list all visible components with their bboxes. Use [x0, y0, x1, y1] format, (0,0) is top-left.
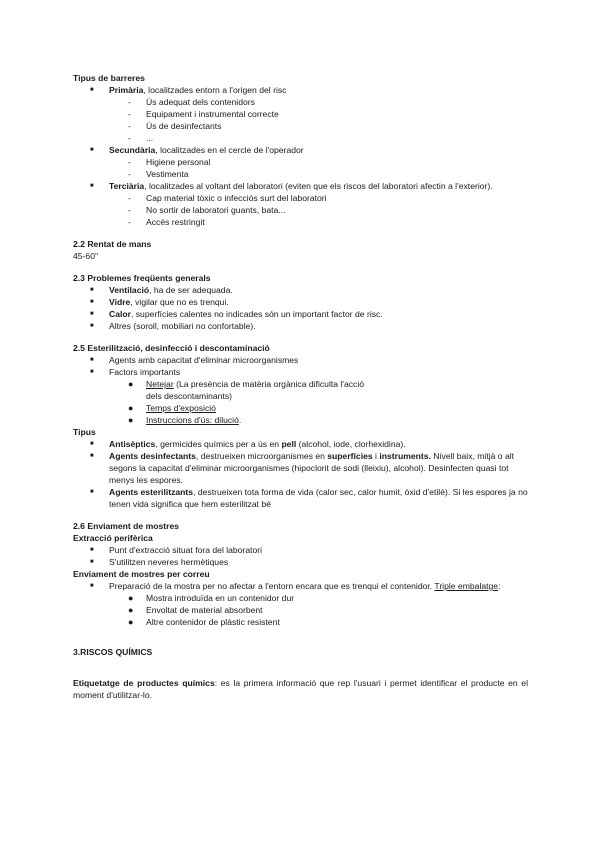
square-bullet-icon: ■: [90, 453, 94, 459]
list-item: ■ Calor, superfícies calentes no indicades són un important factor de risc.: [90, 309, 383, 319]
sub-item: - Ús adequat dels contenidors: [128, 97, 255, 107]
embalatge-item: ● Altre contenidor de plàstic resistent: [128, 617, 280, 627]
square-bullet-icon: ■: [90, 441, 94, 447]
round-bullet-icon: ●: [128, 593, 134, 603]
square-bullet-icon: ■: [90, 369, 94, 375]
sub-item: - Higiene personal: [128, 157, 211, 167]
list-item-desinfectants: ■ Agents desinfectants, destrueixen microorganismes en superfícies i instruments. Nivell baix, mitjà o alt segons la capacitat d'eliminar microorganismes (hipoclorit de sodi (lleixiu), alcohol). Desinfecten quasi tot menys les espores.: [90, 451, 515, 485]
desc-primaria: , localitzades entorn a l'origen del risc: [143, 85, 287, 95]
subsection-title-correu: Enviament de mostres per correu: [73, 569, 210, 579]
sub-item: - Accés restringit: [128, 217, 205, 227]
list-item: ■ Ventilació, ha de ser adequada.: [90, 285, 233, 295]
square-bullet-icon: ■: [90, 583, 94, 589]
sub-item: - ...: [128, 133, 154, 143]
round-bullet-icon: ●: [128, 605, 134, 615]
list-item: ■ Vidre, vigilar que no es trenqui.: [90, 297, 229, 307]
list-item-primaria: [73, 84, 528, 96]
rentat-value: 45-60'': [73, 251, 99, 261]
sub-item: - Equipament i instrumental correcte: [128, 109, 279, 119]
term-terciaria: Terciària: [109, 181, 145, 191]
square-bullet-icon: ■: [90, 87, 94, 93]
dash-bullet-icon: -: [128, 217, 131, 227]
list-item-esterilitzants: ■ Agents esterilitzants, destrueixen tota forma de vida (calor sec, calor humit, òxid d'etilè). Si les espores ja no tenen vida significa que hem esterilitzat bé: [90, 487, 528, 509]
square-bullet-icon: ■: [90, 311, 94, 317]
dash-bullet-icon: -: [128, 193, 131, 203]
square-bullet-icon: ■: [90, 489, 94, 495]
square-bullet-icon: ■: [90, 547, 94, 553]
dash-bullet-icon: -: [128, 109, 131, 119]
factor-item: ● Instruccions d'ús: dilució.: [128, 415, 242, 425]
square-bullet-icon: ■: [90, 183, 94, 189]
sub-item: - No sortir de laboratori guants, bata...: [128, 205, 286, 215]
dash-bullet-icon: -: [128, 97, 131, 107]
section-title-rentat: 2.2 Rentat de mans: [73, 239, 152, 249]
list-item: ■ Altres (soroll, mobiliari no confortable).: [90, 321, 256, 331]
list-item: ■ Factors importants: [90, 367, 181, 377]
list-item-antiseptics: ■ Antisèptics, germicides químics per a ús en pell (alcohol, iode, clorhexidina).: [90, 439, 406, 449]
round-bullet-icon: ●: [128, 617, 134, 627]
document-page: [73, 72, 528, 701]
square-bullet-icon: ■: [90, 559, 94, 565]
square-bullet-icon: ■: [90, 323, 94, 329]
dash-bullet-icon: -: [128, 205, 131, 215]
dash-bullet-icon: -: [128, 133, 131, 143]
list-item: ■ S'utilitzen neveres hermètiques: [90, 557, 229, 567]
round-bullet-icon: ●: [128, 379, 134, 389]
square-bullet-icon: ■: [90, 147, 94, 153]
section-title-riscos: 3.RISCOS QUÍMICS: [73, 647, 153, 657]
link-netejar: Netejar: [146, 379, 174, 389]
square-bullet-icon: ■: [90, 287, 94, 293]
desc-terciaria: , localitzades al voltant del laboratori (eviten que els riscos del laboratori afectin a l'exterior).: [144, 181, 493, 191]
subsection-title-extraccio: Extracció perifèrica: [73, 533, 153, 543]
list-item-correu: ■ Preparació de la mostra per no afectar a l'entorn encara que es trenqui el contenidor. Triple embalatge:: [90, 581, 501, 591]
link-triple-embalatge: Triple embalatge: [434, 581, 499, 591]
subsection-title-tipus: Tipus: [73, 427, 96, 437]
term-etiquetatge: Etiquetatge de productes químics: [73, 677, 215, 688]
term-secundaria: Secundària: [109, 145, 156, 155]
list-item: ■ Punt d'extracció situat fora del laboratori: [90, 545, 263, 555]
section-title-problemes: 2.3 Problemes freqüents generals: [73, 273, 211, 283]
section-title-barreres: Tipus de barreres: [73, 73, 145, 83]
list-item-secundaria: [73, 144, 528, 156]
riscos-paragraph: Etiquetatge de productes químics: es la primera informació que rep l'usuari i permet identificar el producte en el moment d'utilitzar-lo.: [73, 677, 528, 700]
embalatge-item: ● Mostra introduïda en un contenidor dur: [128, 593, 295, 603]
list-item-terciaria: [73, 180, 528, 192]
embalatge-item: ● Envoltat de material absorbent: [128, 605, 263, 615]
sub-item: - Ús de desinfectants: [128, 121, 222, 131]
sub-item: - Cap material tòxic o infecciós surt del laboratori: [128, 193, 327, 203]
round-bullet-icon: ●: [128, 403, 134, 413]
section-title-esterilitzacio: 2.5 Esterilització, desinfecció i descontaminació: [73, 343, 270, 353]
section-title-mostres: 2.6 Enviament de mostres: [73, 521, 180, 531]
square-bullet-icon: ■: [90, 357, 94, 363]
round-bullet-icon: ●: [128, 415, 134, 425]
dash-bullet-icon: -: [128, 169, 131, 179]
sub-item: - Vestimenta: [128, 169, 189, 179]
term-primaria: Primària: [109, 85, 144, 95]
desc-secundaria: , localitzades en el cercle de l'operador: [155, 145, 304, 155]
square-bullet-icon: ■: [90, 299, 94, 305]
list-item: ■ Agents amb capacitat d'eliminar microorganismes: [90, 355, 299, 365]
dash-bullet-icon: -: [128, 121, 131, 131]
factor-item: ● Temps d'exposició: [128, 403, 216, 413]
dash-bullet-icon: -: [128, 157, 131, 167]
factor-item: ● Netejar (La presència de matèria orgànica dificulta l'acció dels descontaminants): [128, 379, 365, 401]
